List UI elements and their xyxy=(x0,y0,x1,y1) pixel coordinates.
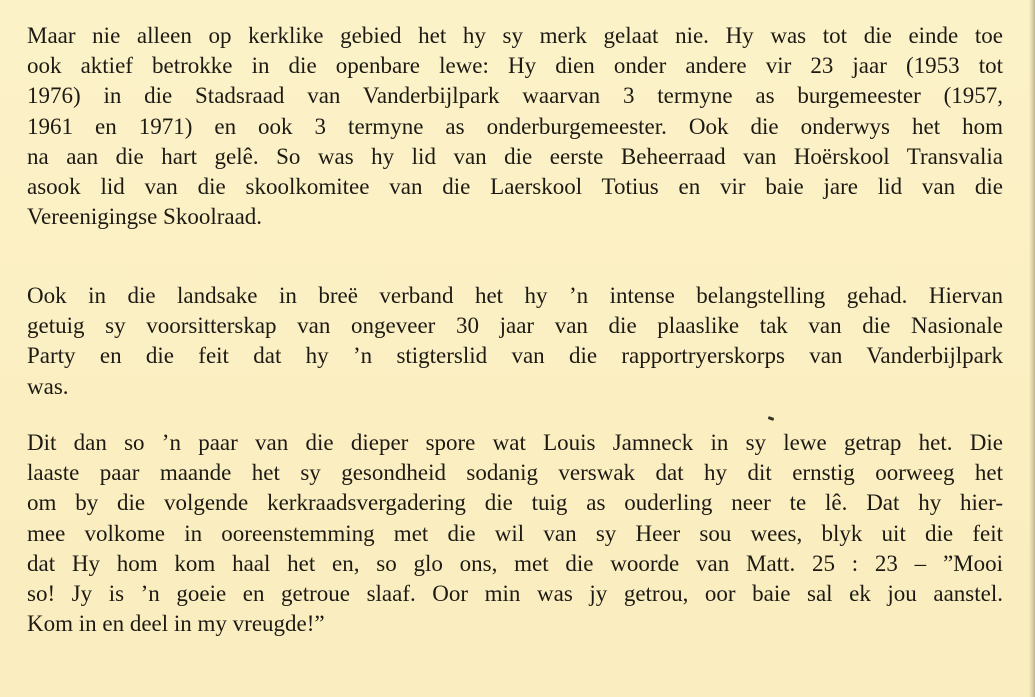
paragraph-closing xyxy=(27,428,1003,639)
text-line: Vereenigingse Skoolraad. xyxy=(27,204,263,230)
text-line: ook aktief betrokke in die openbare lewe: Hy dien onder andere vir 23 jaar (1953 tot xyxy=(27,53,1003,79)
text-line: Dit dan so ’n paar van die dieper spore wat Louis Jamneck in sy lewe getrap het. Die xyxy=(27,430,1003,455)
text-line: Maar nie alleen op kerklike gebied het hy sy merk gelaat nie. Hy was tot die einde toe xyxy=(27,23,1003,48)
text-line: Kom in en deel in my vreugde!” xyxy=(27,611,325,637)
text-line: so! Jy is ’n goeie en getroue slaaf. Oor min was jy getrou, oor baie sal ek jou aanstel. xyxy=(27,580,1003,606)
text-line: 1961 en 1971) en ook 3 termyne as onderburgemeester. Ook die onderwys het hom xyxy=(27,113,1003,139)
print-speck xyxy=(768,416,775,421)
text-line: was. xyxy=(27,373,69,399)
text-line: 1976) in die Stadsraad van Vanderbijlpark waarvan 3 termyne as burgemeester (1957, xyxy=(27,83,1003,109)
text-line: Ook in die landsake in breë verband het hy ’n intense belangstelling gehad. Hiervan xyxy=(27,283,1003,308)
text-line: om by die volgende kerkraadsvergadering die tuig as ouderling neer te lê. Dat hy hier- xyxy=(27,490,1003,516)
page-edge-shadow xyxy=(1029,0,1035,697)
text-line: laaste paar maande het sy gesondheid sodanig verswak dat hy dit ernstig oorweeg het xyxy=(27,460,1003,486)
paragraph-national-affairs xyxy=(27,281,1003,402)
text-line: dat Hy hom kom haal het en, so glo ons, met die woorde van Matt. 25 : 23 – ”Mooi xyxy=(27,550,1003,576)
text-line: mee volkome in ooreenstemming met die wil van sy Heer sou wees, blyk uit die feit xyxy=(27,520,1003,546)
text-line: na aan die hart gelê. So was hy lid van die eerste Beheerraad van Hoërskool Transvalia xyxy=(27,143,1003,169)
paragraph-public-life xyxy=(27,21,1003,232)
text-line: Party en die feit dat hy ’n stigterslid van die rapportryerskorps van Vanderbijlpark xyxy=(27,343,1003,369)
text-line: asook lid van die skoolkomitee van die Laerskool Totius en vir baie jare lid van die xyxy=(27,173,1003,199)
text-line: getuig sy voorsitterskap van ongeveer 30 jaar van die plaaslike tak van die Nasionale xyxy=(27,313,1003,339)
